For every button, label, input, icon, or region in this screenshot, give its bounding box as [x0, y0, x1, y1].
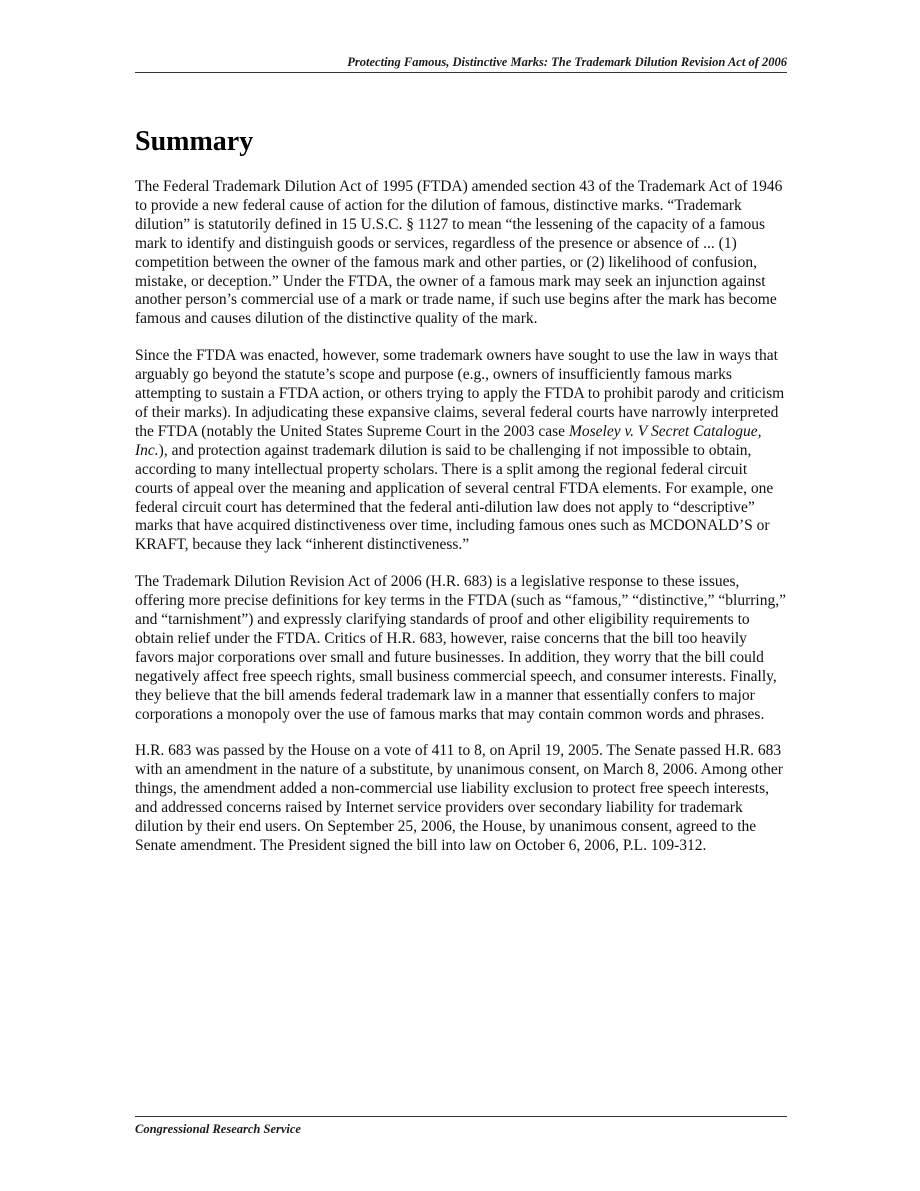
paragraph-ftda-overview: The Federal Trademark Dilution Act of 1995 (FTDA) amended section 43 of the Trademark Act of 1946 to provide a new federal cause of action for the dilution of famous, distinctive marks. “Trademark dilution” is statutorily defined in 15 U.S.C. § 1127 to mean “the lessening of the capacity of a famous mark to identify and distinguish goods or services, regardless of the presence or absence of ... (1) competition between the owner of the famous mark and other parties, or (2) likelihood of confusion, mistake, or deception.” Under the FTDA, the owner of a famous mark may seek an injunction against another person’s commercial use of a mark or trade name, if such use begins after the mark has become famous and causes dilution of the distinctive quality of the mark. [135, 178, 783, 328]
paragraph-court-interpretation [135, 347, 787, 555]
case-citation: Moseley v. V Secret Catalogue, Inc. [135, 422, 762, 459]
footer-divider [135, 1116, 787, 1117]
paragraph-legislative-history: H.R. 683 was passed by the House on a vote of 411 to 8, on April 19, 2005. The Senate passed H.R. 683 with an amendment in the nature of a substitute, by unanimous consent, on March 8, 2006. Among other things, the amendment added a non-commercial use liability exclusion to protect free speech interests, and addressed concerns raised by Internet service providers over secondary liability for trademark dilution by their end users. On September 25, 2006, the House, by unanimous consent, agreed to the Senate amendment. The President signed the bill into law on October 6, 2006, P.L. 109-312. [135, 742, 783, 854]
paragraph-text: Since the FTDA was enacted, however, some trademark owners have sought to use the law in ways that arguably go beyond the statute’s scope and purpose (e.g., owners of insufficiently famous marks attempting to sustain a FTDA action, or others trying to apply the FTDA to prohibit parody and criticism of their marks). In adjudicating these expansive claims, several federal courts have narrowly interpreted the FTDA (notably the United States Supreme Court in the 2003 case [135, 347, 785, 440]
section-heading: Summary [135, 126, 254, 157]
paragraph-text: ), and protection against trademark dilution is said to be challenging if not impossible to obtain, according to many intellectual property scholars. There is a split among the regional federal circuit courts of appeal over the meaning and application of several central FTDA elements. For example, one federal circuit court has determined that the federal anti-dilution law does not apply to “descriptive” marks that have acquired distinctiveness over time, including famous ones such as MCDONALD’S or KRAFT, because they lack “inherent distinctiveness.” [135, 441, 774, 554]
running-header: Protecting Famous, Distinctive Marks: The Trademark Dilution Revision Act of 2006 [347, 55, 787, 69]
running-footer: Congressional Research Service [135, 1122, 301, 1136]
paragraph-revision-act: The Trademark Dilution Revision Act of 2006 (H.R. 683) is a legislative response to these issues, offering more precise definitions for key terms in the FTDA (such as “famous,” “distinctive,” “blurring,” and “tarnishment”) and expressly clarifying standards of proof and other eligibility requirements to obtain relief under the FTDA. Critics of H.R. 683, however, raise concerns that the bill too heavily favors major corporations over small and future businesses. In addition, they worry that the bill could negatively affect free speech rights, small business commercial speech, and consumer interests. Finally, they believe that the bill amends federal trademark law in a manner that essentially confers to major corporations a monopoly over the use of famous marks that may contain common words and phrases. [135, 573, 786, 723]
header-divider [135, 72, 787, 73]
summary-body [135, 178, 787, 874]
